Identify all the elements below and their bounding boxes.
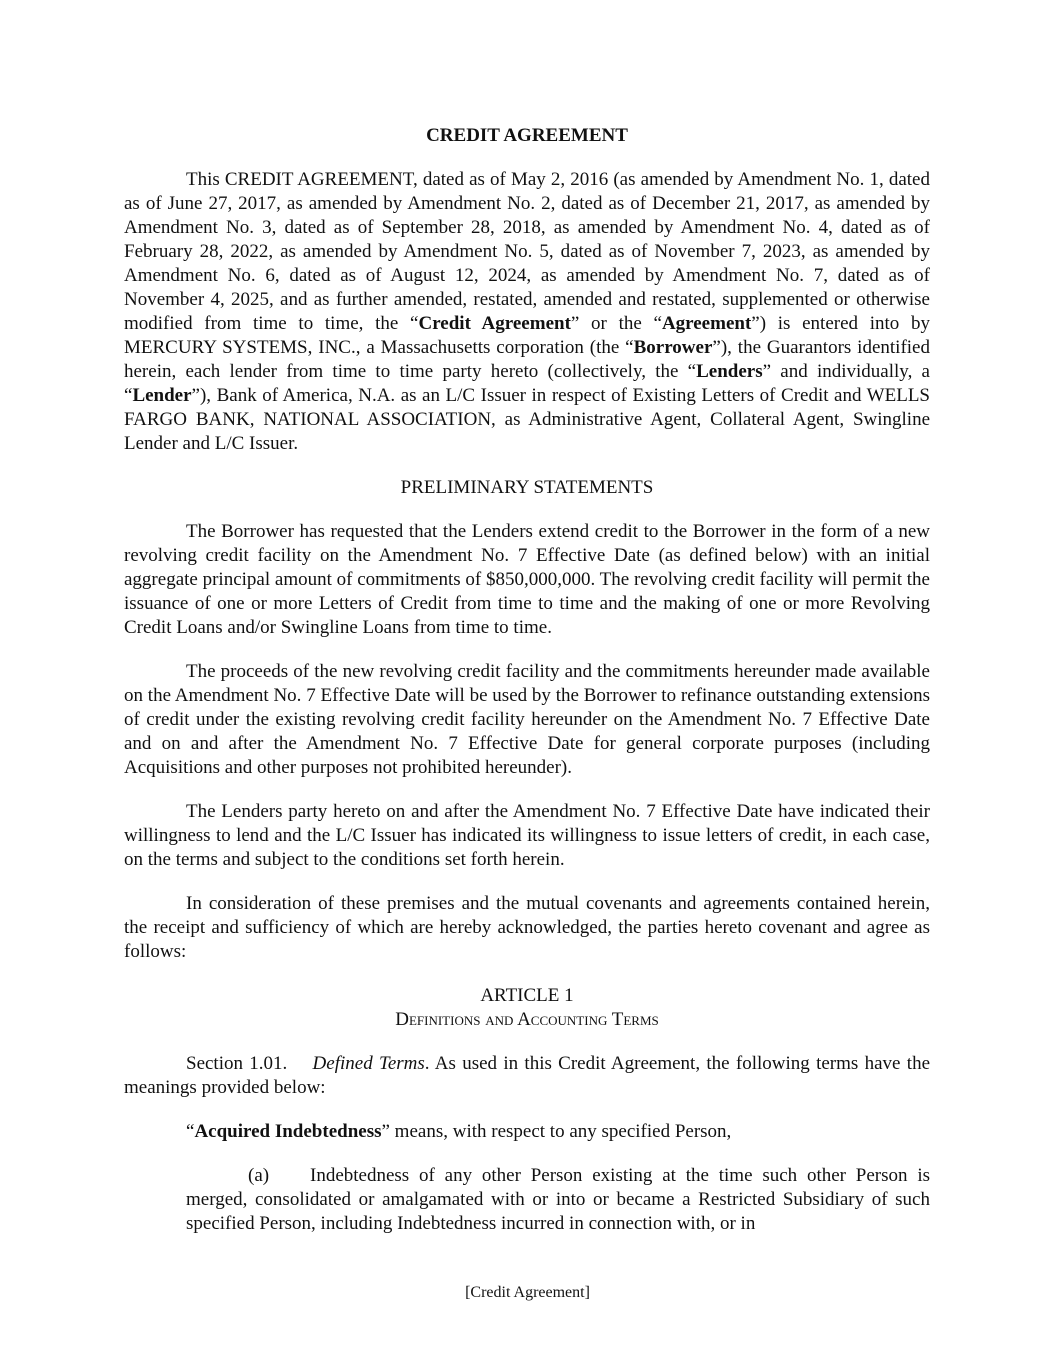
defined-term-credit-agreement: Credit Agreement xyxy=(418,313,571,334)
intro-text-5: ” and individually, a “ xyxy=(124,361,930,406)
intro-text-1: This CREDIT AGREEMENT, dated as of May 2, 2016 (as amended by Amendment No. 1, dated as of June 27, 2017, as amended by Amendment No. 2, dated as of December 21, 2017, as amended by Amendment No. 3, dated as of September 28, 2018, as amended by Amendment No. 4, dated as of February 28, 2022, as amended by Amendment No. 5, dated as of November 7, 2023, as amended by Amendment No. 6, dated as of August 12, 2024, as amended by Amendment No. 7, dated as of November 4, 2025, and as further amended, restated, amended and restated, supplemented or otherwise modified from time to time, the “ xyxy=(124,169,930,334)
section-number: Section 1.01. xyxy=(186,1053,288,1074)
document-title: CREDIT AGREEMENT xyxy=(426,125,628,146)
clause-text: Indebtedness of any other Person existing at the time such other Person is merged, consolidated or amalgamated with or into or became a Restricted Subsidiary of such specified Person, including Indebtedness incurred in connection with, or in xyxy=(186,1165,930,1234)
intro-text-4: ”), the Guarantors identified herein, each lender from time to time party hereto (collectively, the “ xyxy=(124,337,930,382)
paragraph-credit-request: The Borrower has requested that the Lenders extend credit to the Borrower in the form of a new revolving credit facility on the Amendment No. 7 Effective Date (as defined below) with an initial aggregate principal amount of commitments of $850,000,000. The revolving credit facility will permit the issuance of one or more Letters of Credit from time to time and the making of one or more Revolving Credit Loans and/or Swingline Loans from time to time. xyxy=(124,521,930,638)
defined-term-lender: Lender xyxy=(132,385,192,406)
clause-label: (a) xyxy=(248,1165,270,1186)
definition-text: ” means, with respect to any specified Person, xyxy=(381,1121,732,1142)
paragraph-use-of-proceeds: The proceeds of the new revolving credit facility and the commitments hereunder made available on the Amendment No. 7 Effective Date will be used by the Borrower to refinance outstanding extensions of credit under the existing revolving credit facility hereunder on the Amendment No. 7 Effective Date and on and after the Amendment No. 7 Effective Date for general corporate purposes (including Acquisitions and other purposes not prohibited hereunder). xyxy=(124,661,930,778)
section-text: . As used in this Credit Agreement, the following terms have the meanings provided below: xyxy=(124,1053,931,1098)
intro-text-6: ”), Bank of America, N.A. as an L/C Issuer in respect of Existing Letters of Credit and WELLS FARGO BANK, NATIONAL ASSOCIATION, as Administrative Agent, Collateral Agent, Swingline Lender and L/C Issuer. xyxy=(124,385,930,454)
defined-term-agreement: Agreement xyxy=(661,313,752,334)
clause-a xyxy=(186,1164,930,1236)
defined-term-lenders: Lenders xyxy=(696,361,763,382)
intro-text-3: ”) is entered into by MERCURY SYSTEMS, INC., a Massachusetts corporation (the “ xyxy=(124,313,931,358)
intro-paragraph xyxy=(124,168,930,456)
definition-term: Acquired Indebtedness xyxy=(194,1121,382,1142)
section-heading: Defined Terms xyxy=(312,1053,425,1074)
paragraph-consideration: In consideration of these premises and the mutual covenants and agreements contained herein, the receipt and sufficiency of which are hereby acknowledged, the parties hereto covenant and agree as follows: xyxy=(124,893,930,962)
article-subtitle: Definitions and Accounting Terms xyxy=(395,1009,659,1030)
section-1-01 xyxy=(124,1052,930,1100)
document-body xyxy=(124,124,930,1236)
article-heading xyxy=(124,984,930,1032)
page-footer: [Credit Agreement] xyxy=(465,1284,590,1301)
preliminary-statements-heading: PRELIMINARY STATEMENTS xyxy=(400,477,654,498)
intro-text-2: ” or the “ xyxy=(570,313,662,334)
defined-term-borrower: Borrower xyxy=(633,337,713,358)
definition-acquired-indebtedness xyxy=(124,1120,930,1144)
article-number: ARTICLE 1 xyxy=(480,985,574,1006)
paragraph-lender-willingness: The Lenders party hereto on and after the Amendment No. 7 Effective Date have indicated their willingness to lend and the L/C Issuer has indicated its willingness to issue letters of credit, in each case, on the terms and subject to the conditions set forth herein. xyxy=(124,801,930,870)
definition-open-quote: “ xyxy=(186,1121,195,1142)
